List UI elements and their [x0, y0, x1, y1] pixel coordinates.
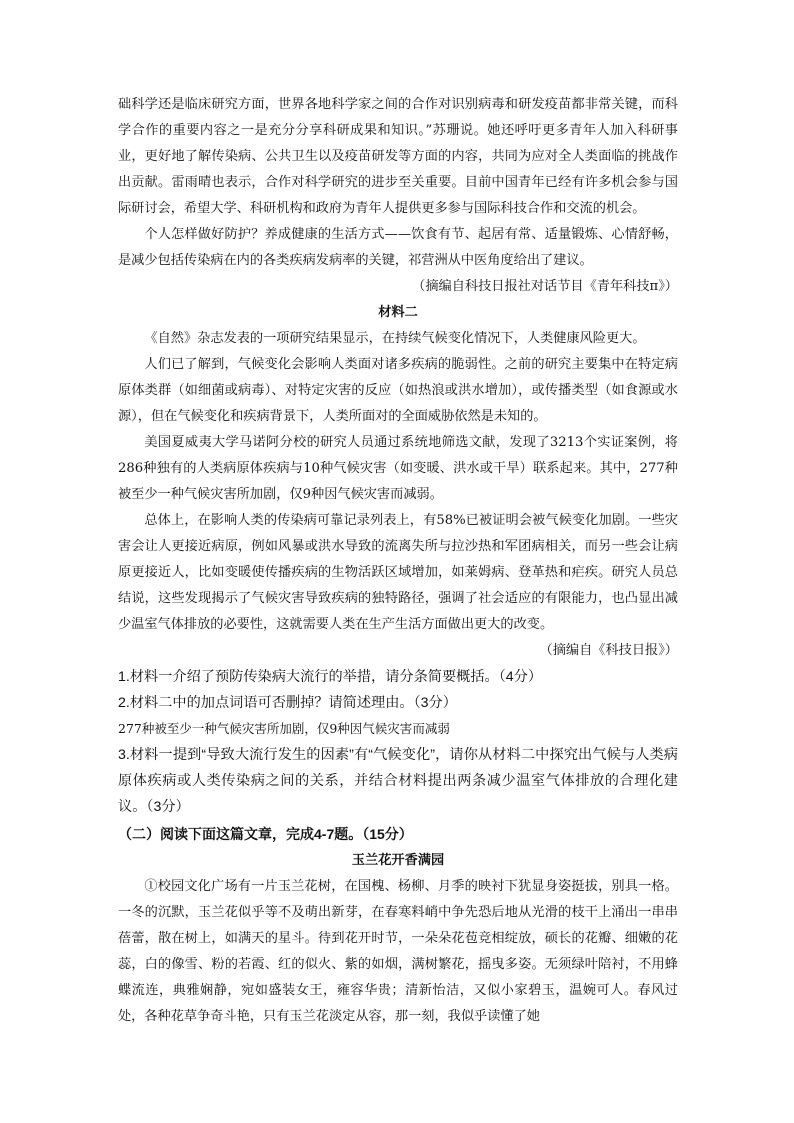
section-heading: （二）阅读下面这篇文章，完成4-7题。（15分）	[118, 826, 413, 842]
question-1: 1.材料一介绍了预防传染病大流行的举措，请分条简要概括。（4分）	[118, 669, 543, 685]
question-2-quote: 277种被至少一种气候灾害所加剧，仅9种因气候灾害而减弱	[118, 721, 450, 736]
question-3: 3.材料一提到“导致大流行发生的因素”有“气候变化”，请你从材料二中探究出气候与人类病原体疾病或人类传染病之间的关系，并结合材料提出两条减少温室气体排放的合理化建议。（3分）	[118, 747, 678, 815]
question-2: 2.材料二中的加点词语可否删掉？请简述理由。（3分）	[118, 695, 457, 711]
material2-paragraph: 人们已了解到，气候变化会影响人类面对诸多疾病的脆弱性。之前的研究主要集中在特定病原体类群（如细菌或病毒）、对特定灾害的反应（如热浪或洪水增加），或传播类型（如食源或水源），但在气候变化和疾病背景下，人类所面对的全面威胁依然是未知的。	[118, 357, 678, 424]
article-paragraph: ①校园文化广场有一片玉兰花树，在国槐、杨柳、月季的映衬下犹显身姿挺拔，别具一格。一冬的沉默，玉兰花似乎等不及萌出新芽，在春寒料峭中争先恐后地从光滑的枝干上涌出一串串蓓蕾，散在树上，如满天的星斗。待到花开时节，一朵朵花苞竞相绽放，硕长的花瓣、细嫩的花蕊，白的像雪、粉的若霞、红的似火、紫的如烟，满树繁花，摇曳多姿。无须绿叶陪衬，不用蜂蝶流连，典雅娴静，宛如盛装女王，雍容华贵；清新怡洁，又似小家碧玉，温婉可人。春风过处，各种花草争奇斗艳，只有玉兰花淡定从容，那一刻，我似乎读懂了她	[118, 879, 678, 1024]
material2-source: （摘编自《科技日报》）	[539, 643, 678, 658]
material1-paragraph: 础科学还是临床研究方面，世界各地科学家之间的合作对识别病毒和研发疫苗都非常关键，而科学合作的重要内容之一是充分分享科研成果和知识。”苏珊说。她还呼吁更多青年人加入科研事业，更好地了解传染病、公共卫生以及疫苗研发等方面的内容，共同为应对全人类面临的挑战作出贡献。雷雨晴也表示，合作对科学研究的进步至关重要。目前中国青年已经有许多机会参与国际研讨会，希望大学、科研机构和政府为青年人提供更多参与国际科技合作和交流的机会。	[118, 97, 678, 216]
material1-source: （摘编自科技日报社对话节目《青年科技π》）	[412, 279, 678, 294]
material2-paragraph: 美国夏威夷大学马诺阿分校的研究人员通过系统地筛选文献，发现了3213个实证案例，将286种独有的人类病原体疾病与10种气候灾害（如变暖、洪水或干旱）联系起来。其中，277种被至少一种气候灾害所加剧，仅9种因气候灾害而减弱。	[118, 435, 678, 502]
exam-page	[118, 92, 678, 1030]
material2-paragraph: 《自然》杂志发表的一项研究结果显示，在持续气候变化情况下，人类健康风险更大。	[144, 331, 646, 346]
material2-paragraph: 总体上，在影响人类的传染病可靠记录列表上，有58%已被证明会被气候变化加剧。一些灾害会让人更接近病原，例如风暴或洪水导致的流离失所与拉沙热和军团病相关，而另一些会让病原更接近人，比如变暖使传播疾病的生物活跃区域增加，如莱姆病、登革热和疟疾。研究人员总结说，这些发现揭示了气候灾害导致疾病的独特路径，强调了社会适应的有限能力，也凸显出减少温室气体排放的必要性，这就需要人类在生产生活方面做出更大的改变。	[118, 513, 678, 632]
article-title: 玉兰花开香满园	[351, 853, 445, 868]
material2-title: 材料二	[378, 305, 418, 320]
material1-paragraph: 个人怎样做好防护？养成健康的生活方式——饮食有节、起居有常、适量锻炼、心情舒畅，是减少包括传染病在内的各类疾病发病率的关键，祁营洲从中医角度给出了建议。	[118, 227, 678, 268]
